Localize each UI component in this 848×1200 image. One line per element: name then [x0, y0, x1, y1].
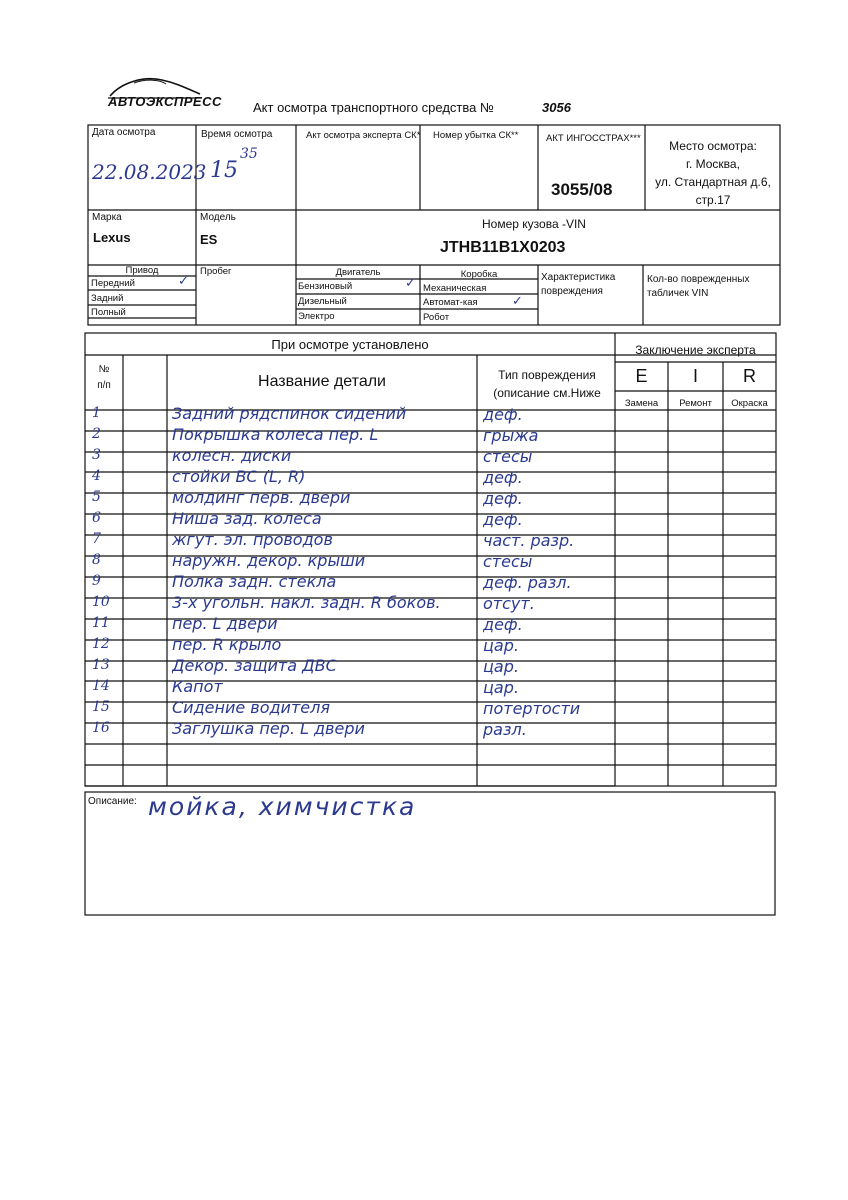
model-label: Модель	[200, 212, 236, 223]
engine-label: Двигатель	[335, 267, 381, 278]
row-part-name: Сидение водителя	[172, 698, 330, 717]
row-number: 12	[92, 636, 110, 652]
row-number: 5	[92, 489, 101, 505]
row-number: 3	[92, 447, 101, 463]
gearbox-label: Коробка	[460, 269, 498, 280]
loss-number-label: Номер убытка СК**	[433, 130, 519, 141]
place-label: Место осмотра:	[669, 139, 757, 153]
drive-option: Задний	[91, 293, 124, 304]
row-damage-type: деф.	[483, 468, 523, 487]
row-damage-type: деф.	[483, 489, 523, 508]
place-line: ул. Стандартная д.6,	[655, 175, 771, 189]
place-line: г. Москва,	[686, 157, 740, 171]
row-part-name: Полка задн. стекла	[172, 572, 337, 591]
gearbox-option: Механическая	[423, 283, 487, 294]
row-damage-type: деф. разл.	[483, 573, 572, 592]
row-part-name: жгут. эл. проводов	[172, 530, 333, 549]
row-number: 7	[92, 531, 101, 547]
row-number: 2	[92, 426, 101, 442]
checkmark-icon: ✓	[405, 276, 416, 291]
row-number: 13	[92, 657, 110, 673]
row-part-name: Покрышка колеса пер. L	[172, 425, 379, 444]
inspection-place	[646, 137, 780, 209]
drive-option: Полный	[91, 307, 126, 318]
row-damage-type: потертости	[483, 699, 581, 718]
row-damage-type: разл.	[483, 720, 527, 739]
row-damage-type: деф.	[483, 615, 523, 634]
row-part-name: пер. L двери	[172, 614, 278, 633]
place-line: стр.17	[695, 193, 731, 207]
row-damage-type: грыжа	[483, 426, 539, 445]
row-damage-type: стесы	[483, 552, 533, 571]
caption-repair: Ремонт	[679, 398, 712, 409]
row-damage-type: цар.	[483, 657, 519, 676]
engine-option: Электро	[298, 311, 335, 322]
row-damage-type: цар.	[483, 678, 519, 697]
letter-i: I	[692, 366, 698, 386]
page-title: Акт осмотра транспортного средства №	[253, 100, 494, 115]
logo: АВТОЭКСПРЕСС	[108, 94, 222, 109]
row-damage-type: стесы	[483, 447, 533, 466]
vin-label: Номер кузова -VIN	[482, 217, 586, 231]
row-number: 14	[92, 678, 110, 694]
model-value: ES	[200, 232, 218, 247]
damage-type-header: Тип повреждения (описание см.Ниже	[493, 368, 601, 400]
row-part-name: стойки BC (L, R)	[172, 467, 306, 486]
caption-paint: Окраска	[731, 398, 768, 409]
letter-r: R	[743, 366, 756, 386]
row-part-name: колесн. диски	[172, 446, 292, 465]
expert-conclusion-header: Заключение эксперта	[635, 343, 756, 357]
letter-e: E	[635, 366, 648, 386]
time-hours: 15	[210, 158, 238, 183]
row-part-name: Ниша зад. колеса	[172, 509, 322, 528]
mileage-label: Пробег	[200, 266, 232, 277]
row-number: 11	[92, 615, 110, 631]
gearbox-option: Робот	[423, 312, 450, 323]
row-number: 10	[92, 594, 110, 610]
vin-value: JTHB11B1X0203	[440, 239, 566, 256]
date-value: 22.08.2023	[92, 160, 207, 184]
gearbox-option: Автомат-кая	[423, 297, 478, 308]
make-value: Lexus	[93, 230, 131, 245]
engine-option: Дизельный	[298, 296, 347, 307]
drive-label: Привод	[125, 265, 159, 276]
row-part-name: Задний рядспинок сидений	[172, 404, 407, 423]
row-damage-type: част. разр.	[483, 531, 575, 550]
table-title: При осмотре установлено	[271, 337, 429, 352]
description-label: Описание:	[88, 796, 137, 807]
row-part-name: Капот	[172, 677, 223, 696]
part-name-header: Название детали	[258, 373, 386, 390]
row-part-name: Заглушка пер. L двери	[172, 719, 365, 738]
description-value: мойка, химчистка	[148, 792, 417, 821]
ingos-value: 3055/08	[551, 180, 613, 199]
row-part-name: наружн. декор. крыши	[172, 551, 366, 570]
make-label: Марка	[92, 212, 122, 223]
row-number: 15	[92, 699, 110, 715]
row-number-header: № п/п	[97, 364, 111, 391]
caption-replace: Замена	[624, 398, 659, 409]
row-damage-type: цар.	[483, 636, 519, 655]
time-minutes: 35	[240, 146, 258, 162]
damage-characteristic-label: Характеристика повреждения	[541, 272, 616, 297]
expert-act-label: Акт осмотра эксперта СК*	[306, 130, 421, 141]
row-part-name: 3-х угольн. накл. задн. R боков.	[172, 593, 441, 612]
act-number: 3056	[542, 100, 571, 115]
date-label: Дата осмотра	[92, 127, 156, 138]
drive-option: Передний	[91, 278, 135, 289]
row-number: 9	[92, 573, 101, 589]
row-damage-type: отсут.	[483, 594, 535, 613]
row-number: 6	[92, 510, 101, 526]
vin-plates-label: Кол-во поврежденных табличек VIN	[647, 274, 750, 299]
row-damage-type: деф.	[483, 405, 523, 424]
row-damage-type: деф.	[483, 510, 523, 529]
checkmark-icon: ✓	[178, 274, 189, 289]
row-number: 4	[92, 468, 101, 484]
engine-option: Бензиновый	[298, 281, 353, 292]
row-number: 8	[92, 552, 101, 568]
row-number: 1	[92, 405, 101, 421]
row-part-name: молдинг перв. двери	[172, 488, 351, 507]
time-label: Время осмотра	[201, 129, 273, 140]
ingos-label: АКТ ИНГОССТРАХ***	[546, 133, 641, 144]
row-part-name: пер. R крыло	[172, 635, 282, 654]
row-number: 16	[92, 720, 110, 736]
row-part-name: Декор. защита ДВС	[172, 656, 337, 675]
checkmark-icon: ✓	[512, 294, 523, 309]
